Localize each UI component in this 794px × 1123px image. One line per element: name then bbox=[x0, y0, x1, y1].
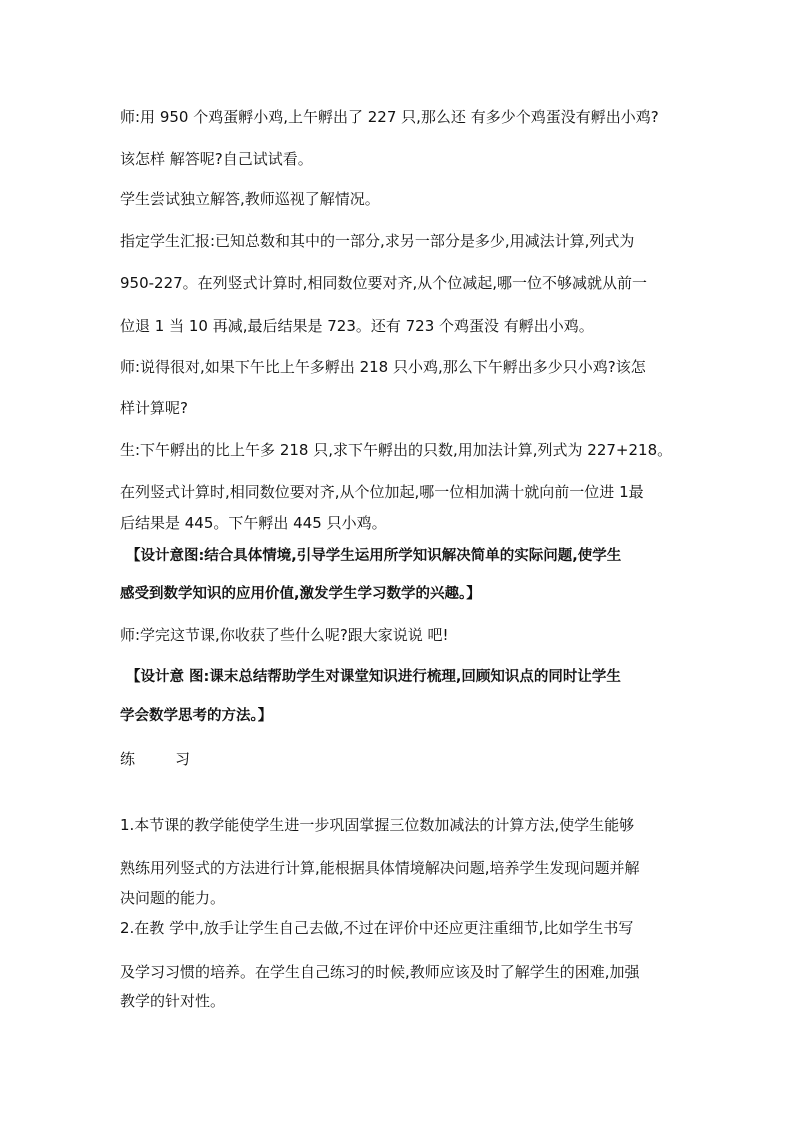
practice-heading-char-2: 习 bbox=[175, 750, 191, 768]
design-intent-line-3: 【设计意 图:课末总结帮助学生对课堂知识进行梳理,回顾知识点的同时让学生 bbox=[126, 669, 621, 685]
reflection-item-1-line-2: 熟练用列竖式的方法进行计算,能根据具体情境解决问题,培养学生发现问题并解 bbox=[120, 859, 640, 877]
reflection-item-2-line-3: 教学的针对性。 bbox=[120, 992, 226, 1010]
text-line-9: 生:下午孵出的比上午多 218 只,求下午孵出的只数,用加法计算,列式为 227+218。 bbox=[120, 441, 673, 459]
reflection-item-1-line-1: 1.本节课的教学能使学生进一步巩固掌握三位数加减法的计算方法,使学生能够 bbox=[120, 816, 635, 834]
design-intent-line-4: 学会数学思考的方法。】 bbox=[120, 708, 273, 724]
reflection-item-2-line-1: 2.在教 学中,放手让学生自己去做,不过在评价中还应更注重细节,比如学生书写 bbox=[120, 919, 634, 937]
text-line-8: 样计算呢? bbox=[120, 399, 188, 417]
text-line-12: 师:学完这节课,你收获了些什么呢?跟大家说说 吧! bbox=[120, 626, 449, 644]
text-line-5: 950-227。在列竖式计算时,相同数位要对齐,从个位减起,哪一位不够减就从前一 bbox=[120, 274, 647, 292]
practice-heading bbox=[120, 748, 720, 770]
text-line-4: 指定学生汇报:已知总数和其中的一部分,求另一部分是多少,用减法计算,列式为 bbox=[120, 232, 635, 250]
text-line-1: 师:用 950 个鸡蛋孵小鸡,上午孵出了 227 只,那么还 有多少个鸡蛋没有孵出小鸡? bbox=[120, 108, 659, 126]
text-line-7: 师:说得很对,如果下午比上午多孵出 218 只小鸡,那么下午孵出多少只小鸡?该怎 bbox=[120, 358, 646, 376]
text-line-10: 在列竖式计算时,相同数位要对齐,从个位加起,哪一位相加满十就向前一位进 1最 bbox=[120, 483, 644, 501]
reflection-item-2-line-2: 及学习习惯的培养。在学生自己练习的时候,教师应该及时了解学生的困难,加强 bbox=[120, 963, 640, 981]
reflection-item-1-line-3: 决问题的能力。 bbox=[120, 889, 226, 907]
text-line-6: 位退 1 当 10 再减,最后结果是 723。还有 723 个鸡蛋没 有孵出小鸡。 bbox=[120, 317, 594, 335]
design-intent-line-1: 【设计意图:结合具体情境,引导学生运用所学知识解决简单的实际问题,使学生 bbox=[126, 548, 622, 564]
design-intent-line-2: 感受到数学知识的应用价值,激发学生学习数学的兴趣。】 bbox=[120, 586, 481, 602]
text-line-2: 该怎样 解答呢?自己试试看。 bbox=[120, 150, 313, 168]
practice-heading-char-1: 练 bbox=[120, 750, 136, 768]
text-line-11: 后结果是 445。下午孵出 445 只小鸡。 bbox=[120, 514, 387, 532]
text-line-3: 学生尝试独立解答,教师巡视了解情况。 bbox=[120, 190, 380, 208]
